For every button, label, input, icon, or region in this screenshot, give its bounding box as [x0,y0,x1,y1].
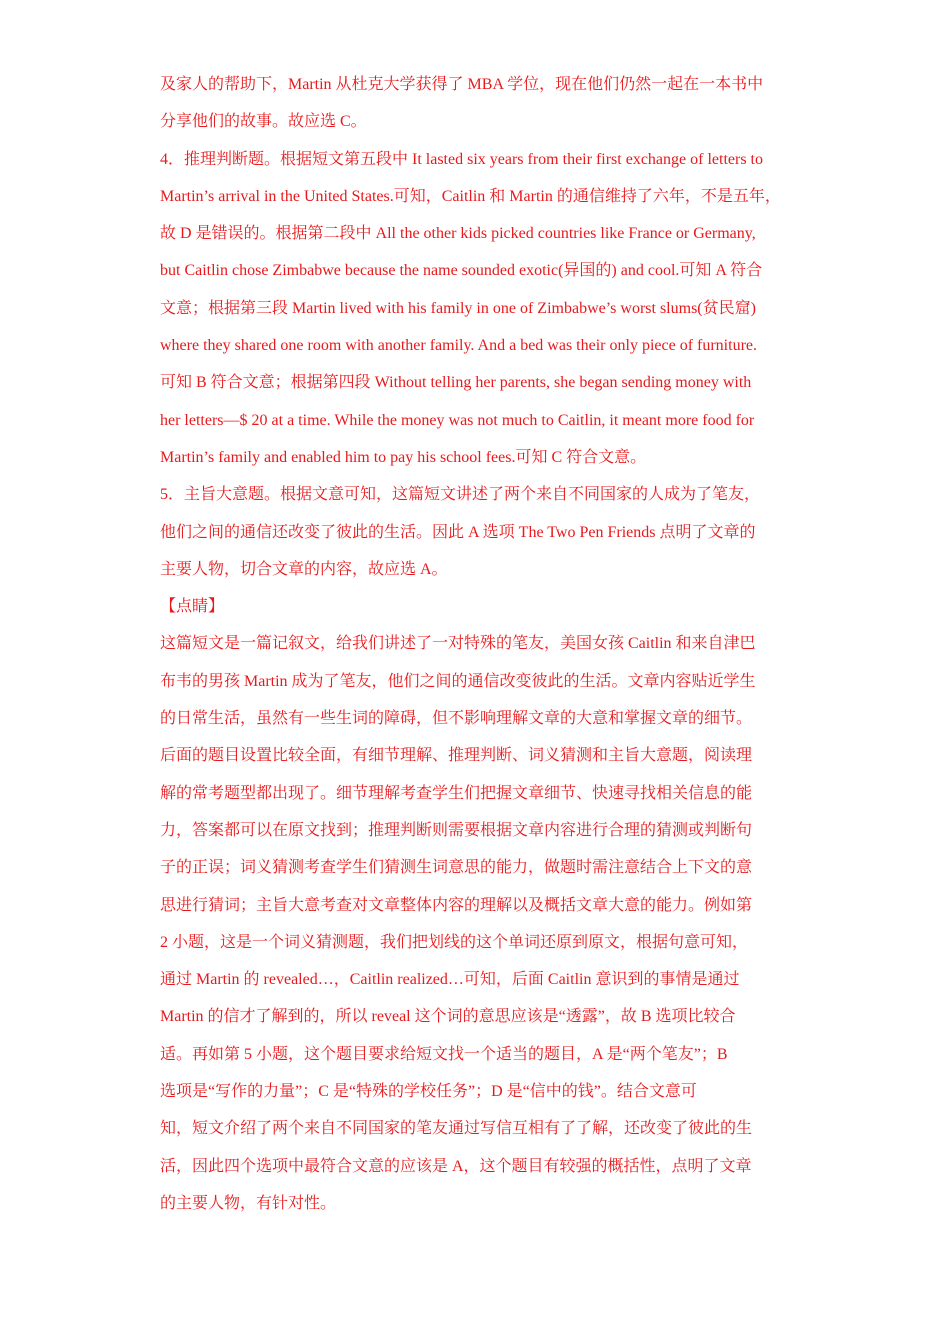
text-line: her letters—$ 20 at a time. While the money was not much to Caitlin, it meant more food for [160,411,755,429]
text-line: 子的正误；词义猜测考查学生们猜测生词意思的能力，做题时需注意结合上下文的意 [160,859,753,877]
text-line: 文意；根据第三段 Martin lived with his family in one of Zimbabwe’s worst slums(贫民窟) [160,299,756,317]
text-line: where they shared one room with another family. And a bed was their only piece of furniture. [160,337,757,355]
text-line: 4．推理判断题。根据短文第五段中 It lasted six years from their first exchange of letters to [160,150,763,168]
text-line: 的日常生活，虽然有一些生词的障碍，但不影响理解文章的大意和掌握文章的细节。 [160,710,753,728]
text-line: 主要人物，切合文章的内容，故应选 A。 [160,560,448,578]
text-line: 选项是“写作的力量”；C 是“特殊的学校任务”；D 是“信中的钱”。结合文意可 [160,1083,697,1101]
text-line: 及家人的帮助下，Martin 从杜克大学获得了 MBA 学位，现在他们仍然一起在一本书中 [160,76,764,93]
text-line: 后面的题目设置比较全面，有细节理解、推理判断、词义猜测和主旨大意题，阅读理 [160,747,753,765]
text-line: 的主要人物，有针对性。 [160,1194,337,1212]
text-line: 2 小题，这是一个词义猜测题，我们把划线的这个单词还原到原文，根据句意可知， [160,933,749,951]
text-line: 分享他们的故事。故应选 C。 [160,113,367,131]
document-body [160,66,800,1222]
text-line: 可知 B 符合文意；根据第四段 Without telling her parents, she began sending money with [160,374,752,392]
text-line: 思进行猜词；主旨大意考查对文章整体内容的理解以及概括文章大意的能力。例如第 [160,896,753,914]
text-line: 这篇短文是一篇记叙文，给我们讲述了一对特殊的笔友，美国女孩 Caitlin 和来自津巴 [160,635,756,653]
section-heading: 【点睛】 [160,598,225,616]
text-line: 他们之间的通信还改变了彼此的生活。因此 A 选项 The Two Pen Friends 点明了文章的 [160,523,756,541]
text-line: 故 D 是错误的。根据第二段中 All the other kids picked countries like France or Germany, [160,225,756,243]
text-line: 布韦的男孩 Martin 成为了笔友，他们之间的通信改变彼此的生活。文章内容贴近学生 [160,672,756,690]
text-line: 知，短文介绍了两个来自不同国家的笔友通过写信互相有了了解，还改变了彼此的生 [160,1120,753,1138]
text-line: 活，因此四个选项中最符合文意的应该是 A，这个题目有较强的概括性，点明了文章 [160,1157,752,1175]
text-line: Martin’s family and enabled him to pay his school fees.可知 C 符合文意。 [160,448,647,466]
text-line: 5．主旨大意题。根据文意可知，这篇短文讲述了两个来自不同国家的人成为了笔友， [160,486,761,504]
text-line: 力，答案都可以在原文找到；推理判断则需要根据文章内容进行合理的猜测或判断句 [160,821,753,839]
text-line: Martin 的信才了解到的，所以 reveal 这个词的意思应该是“透露”，故 B 选项比较合 [160,1008,736,1026]
text-line: 适。再如第 5 小题，这个题目要求给短文找一个适当的题目，A 是“两个笔友”；B [160,1045,728,1063]
text-line: 通过 Martin 的 revealed…，Caitlin realized…可知，后面 Caitlin 意识到的事情是通过 [160,971,740,989]
text-line: but Caitlin chose Zimbabwe because the name sounded exotic(异国的) and cool.可知 A 符合 [160,262,763,280]
text-line: 解的常考题型都出现了。细节理解考查学生们把握文章细节、快速寻找相关信息的能 [160,784,753,802]
text-line: Martin’s arrival in the United States.可知，Caitlin 和 Martin 的通信维持了六年，不是五年， [160,187,781,205]
